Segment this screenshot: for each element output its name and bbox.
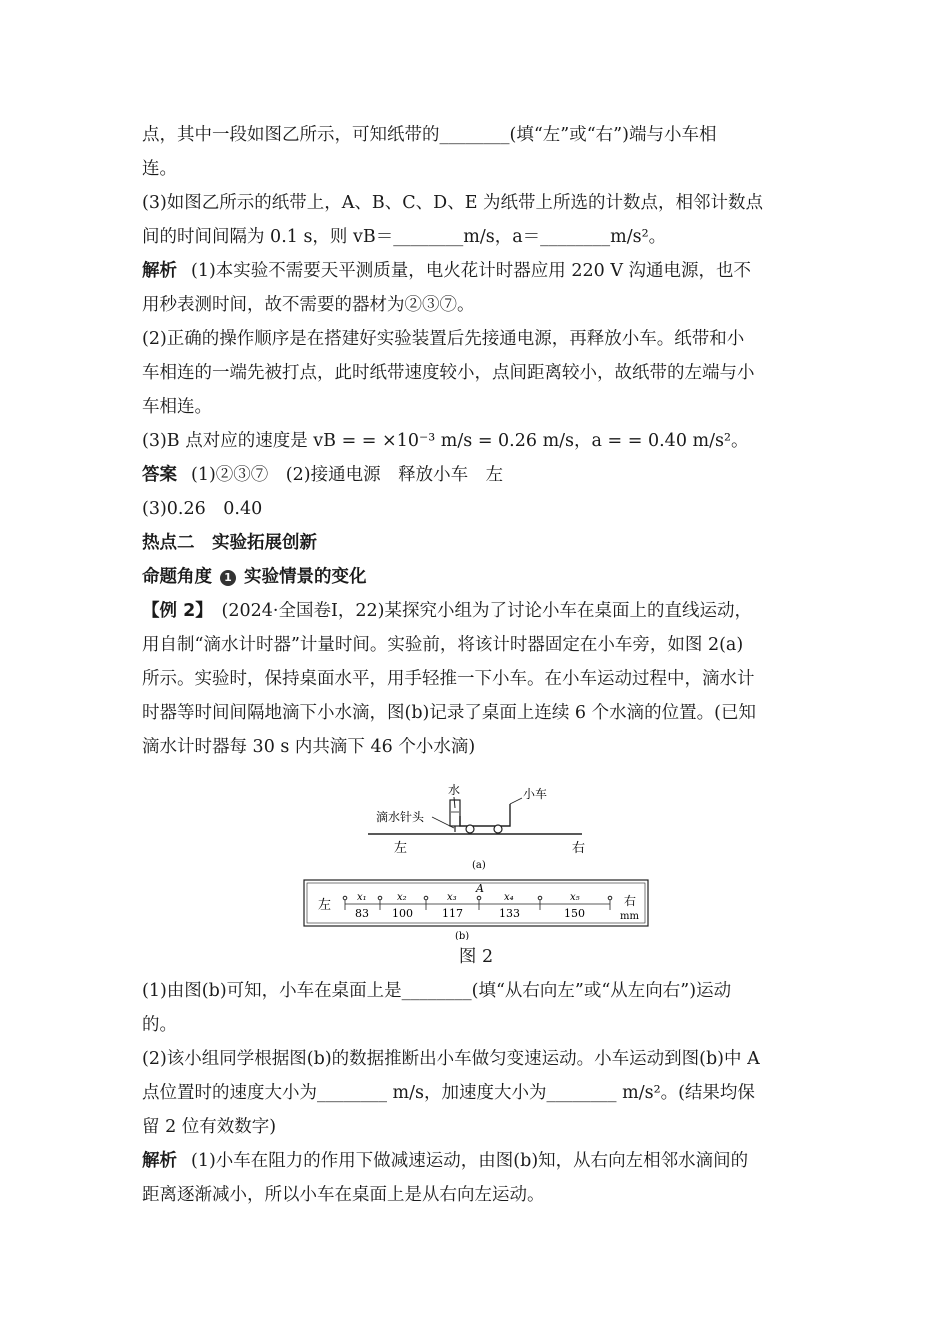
answer-line: (3)0.26 0.40 (142, 499, 263, 519)
text-line: 间的时间间隔为 0.1 s，则 vB＝________m/s，a＝________m/s²。 (142, 227, 667, 247)
analysis-line: 用秒表测时间，故不需要的器材为②③⑦。 (142, 295, 475, 315)
example-tag: 【例 2】 (142, 601, 205, 621)
segment-label: x₁ (357, 892, 367, 903)
angle-heading (142, 560, 810, 594)
nozzle-label: 滴水针头 (376, 810, 425, 824)
segment-label: x₅ (570, 892, 580, 903)
drop-point (343, 896, 347, 900)
right-label-a: 右 (572, 841, 586, 856)
analysis-text: (1)本实验不需要天平测质量，电火花计时器应用 220 V 沟通电源，也不 (191, 261, 752, 281)
question-line: 留 2 位有效数字) (142, 1117, 277, 1137)
figure-diagram (142, 764, 810, 940)
example-line: 用自制“滴水计时器”计量时间。实验前，将该计时器固定在小车旁，如图 2(a) (142, 635, 744, 655)
analysis-line: (2)正确的操作顺序是在搭建好实验装置后先接通电源，再释放小车。纸带和小 (142, 329, 745, 349)
segment-label: x₂ (397, 892, 407, 903)
nozzle-pointer-line (432, 817, 454, 828)
drop-point (477, 896, 481, 900)
analysis-line (142, 254, 810, 288)
drop-point (608, 896, 612, 900)
figure-2 (142, 764, 810, 940)
segment-value: 117 (442, 907, 463, 920)
analysis-line: 距离逐渐减小，所以小车在桌面上是从右向左运动。 (142, 1185, 545, 1205)
figure-b-label: (b) (455, 931, 470, 940)
right-label-b: 右 (624, 894, 637, 908)
segment-value: 83 (355, 907, 369, 920)
angle-title: 实验情景的变化 (244, 567, 367, 587)
car-wheel-right (494, 825, 502, 833)
analysis-line: 车相连。 (142, 397, 212, 417)
example-line (142, 594, 810, 628)
unit-label: mm (620, 911, 639, 922)
segment-value: 100 (392, 907, 413, 920)
analysis-tag: 解析 (142, 1151, 177, 1171)
analysis-line: 车相连的一端先被打点，此时纸带速度较小，点间距离较小，故纸带的左端与小 (142, 363, 755, 383)
figure-a-label: (a) (472, 860, 486, 871)
analysis-tag: 解析 (142, 261, 177, 281)
text-line: (3)如图乙所示的纸带上，A、B、C、D、E 为纸带上所选的计数点，相邻计数点 (142, 193, 764, 213)
analysis-line: (3)B 点对应的速度是 vB = = ×10⁻³ m/s = 0.26 m/s，a = = 0.40 m/s²。 (142, 431, 749, 451)
answer-tag: 答案 (142, 465, 177, 485)
question-line: (1)由图(b)可知，小车在桌面上是________(填“从右向左”或“从左向右”)运动 (142, 981, 732, 1001)
left-label-b: 左 (318, 898, 332, 913)
point-a-label: A (476, 882, 484, 895)
figure-a (368, 782, 585, 871)
figure-caption: 图 2 (458, 947, 494, 967)
car-pointer-line (510, 798, 522, 804)
drop-point (424, 896, 428, 900)
drop-point (378, 896, 382, 900)
drop-point (538, 896, 542, 900)
segment-value: 133 (499, 907, 520, 920)
answer-text: (1)②③⑦ (2)接通电源 释放小车 左 (191, 465, 504, 485)
segment-value: 150 (564, 907, 585, 920)
text-line: 点，其中一段如图乙所示，可知纸带的________(填“左”或“右”)端与小车相 (142, 125, 717, 145)
angle-label: 命题角度 (142, 567, 212, 587)
example-line: 时器等时间间隔地滴下小水滴，图(b)记录了桌面上连续 6 个水滴的位置。(已知 (142, 703, 756, 723)
example-text: (2024·全国卷Ⅰ，22)某探究小组为了讨论小车在桌面上的直线运动， (221, 601, 752, 621)
segment-label: x₄ (504, 892, 514, 903)
example-line: 所示。实验时，保持桌面水平，用手轻推一下小车。在小车运动过程中，滴水计 (142, 669, 755, 689)
car-wheel-left (466, 825, 474, 833)
water-pointer-line (454, 797, 455, 808)
analysis-text: (1)小车在阻力的作用下做减速运动，由图(b)知，从右向左相邻水滴间的 (191, 1151, 749, 1171)
left-label-a: 左 (394, 841, 408, 856)
document-page (142, 118, 810, 1212)
figure-b (304, 880, 648, 940)
water-label: 水 (448, 783, 461, 797)
question-line: (2)该小组同学根据图(b)的数据推断出小车做匀变速运动。小车运动到图(b)中 A (142, 1049, 760, 1069)
number-badge-icon: 1 (220, 570, 236, 586)
car-body (460, 804, 510, 826)
answer-line (142, 458, 810, 492)
text-line: 连。 (142, 159, 177, 179)
question-line: 的。 (142, 1015, 177, 1035)
car-label: 小车 (523, 787, 548, 801)
example-line: 滴水计时器每 30 s 内共滴下 46 个小水滴) (142, 737, 476, 757)
section-title: 热点二 实验拓展创新 (142, 533, 317, 553)
analysis-line (142, 1144, 810, 1178)
segment-label: x₃ (447, 892, 457, 903)
question-line: 点位置时的速度大小为________ m/s，加速度大小为________ m/s²。(结果均保 (142, 1083, 755, 1103)
